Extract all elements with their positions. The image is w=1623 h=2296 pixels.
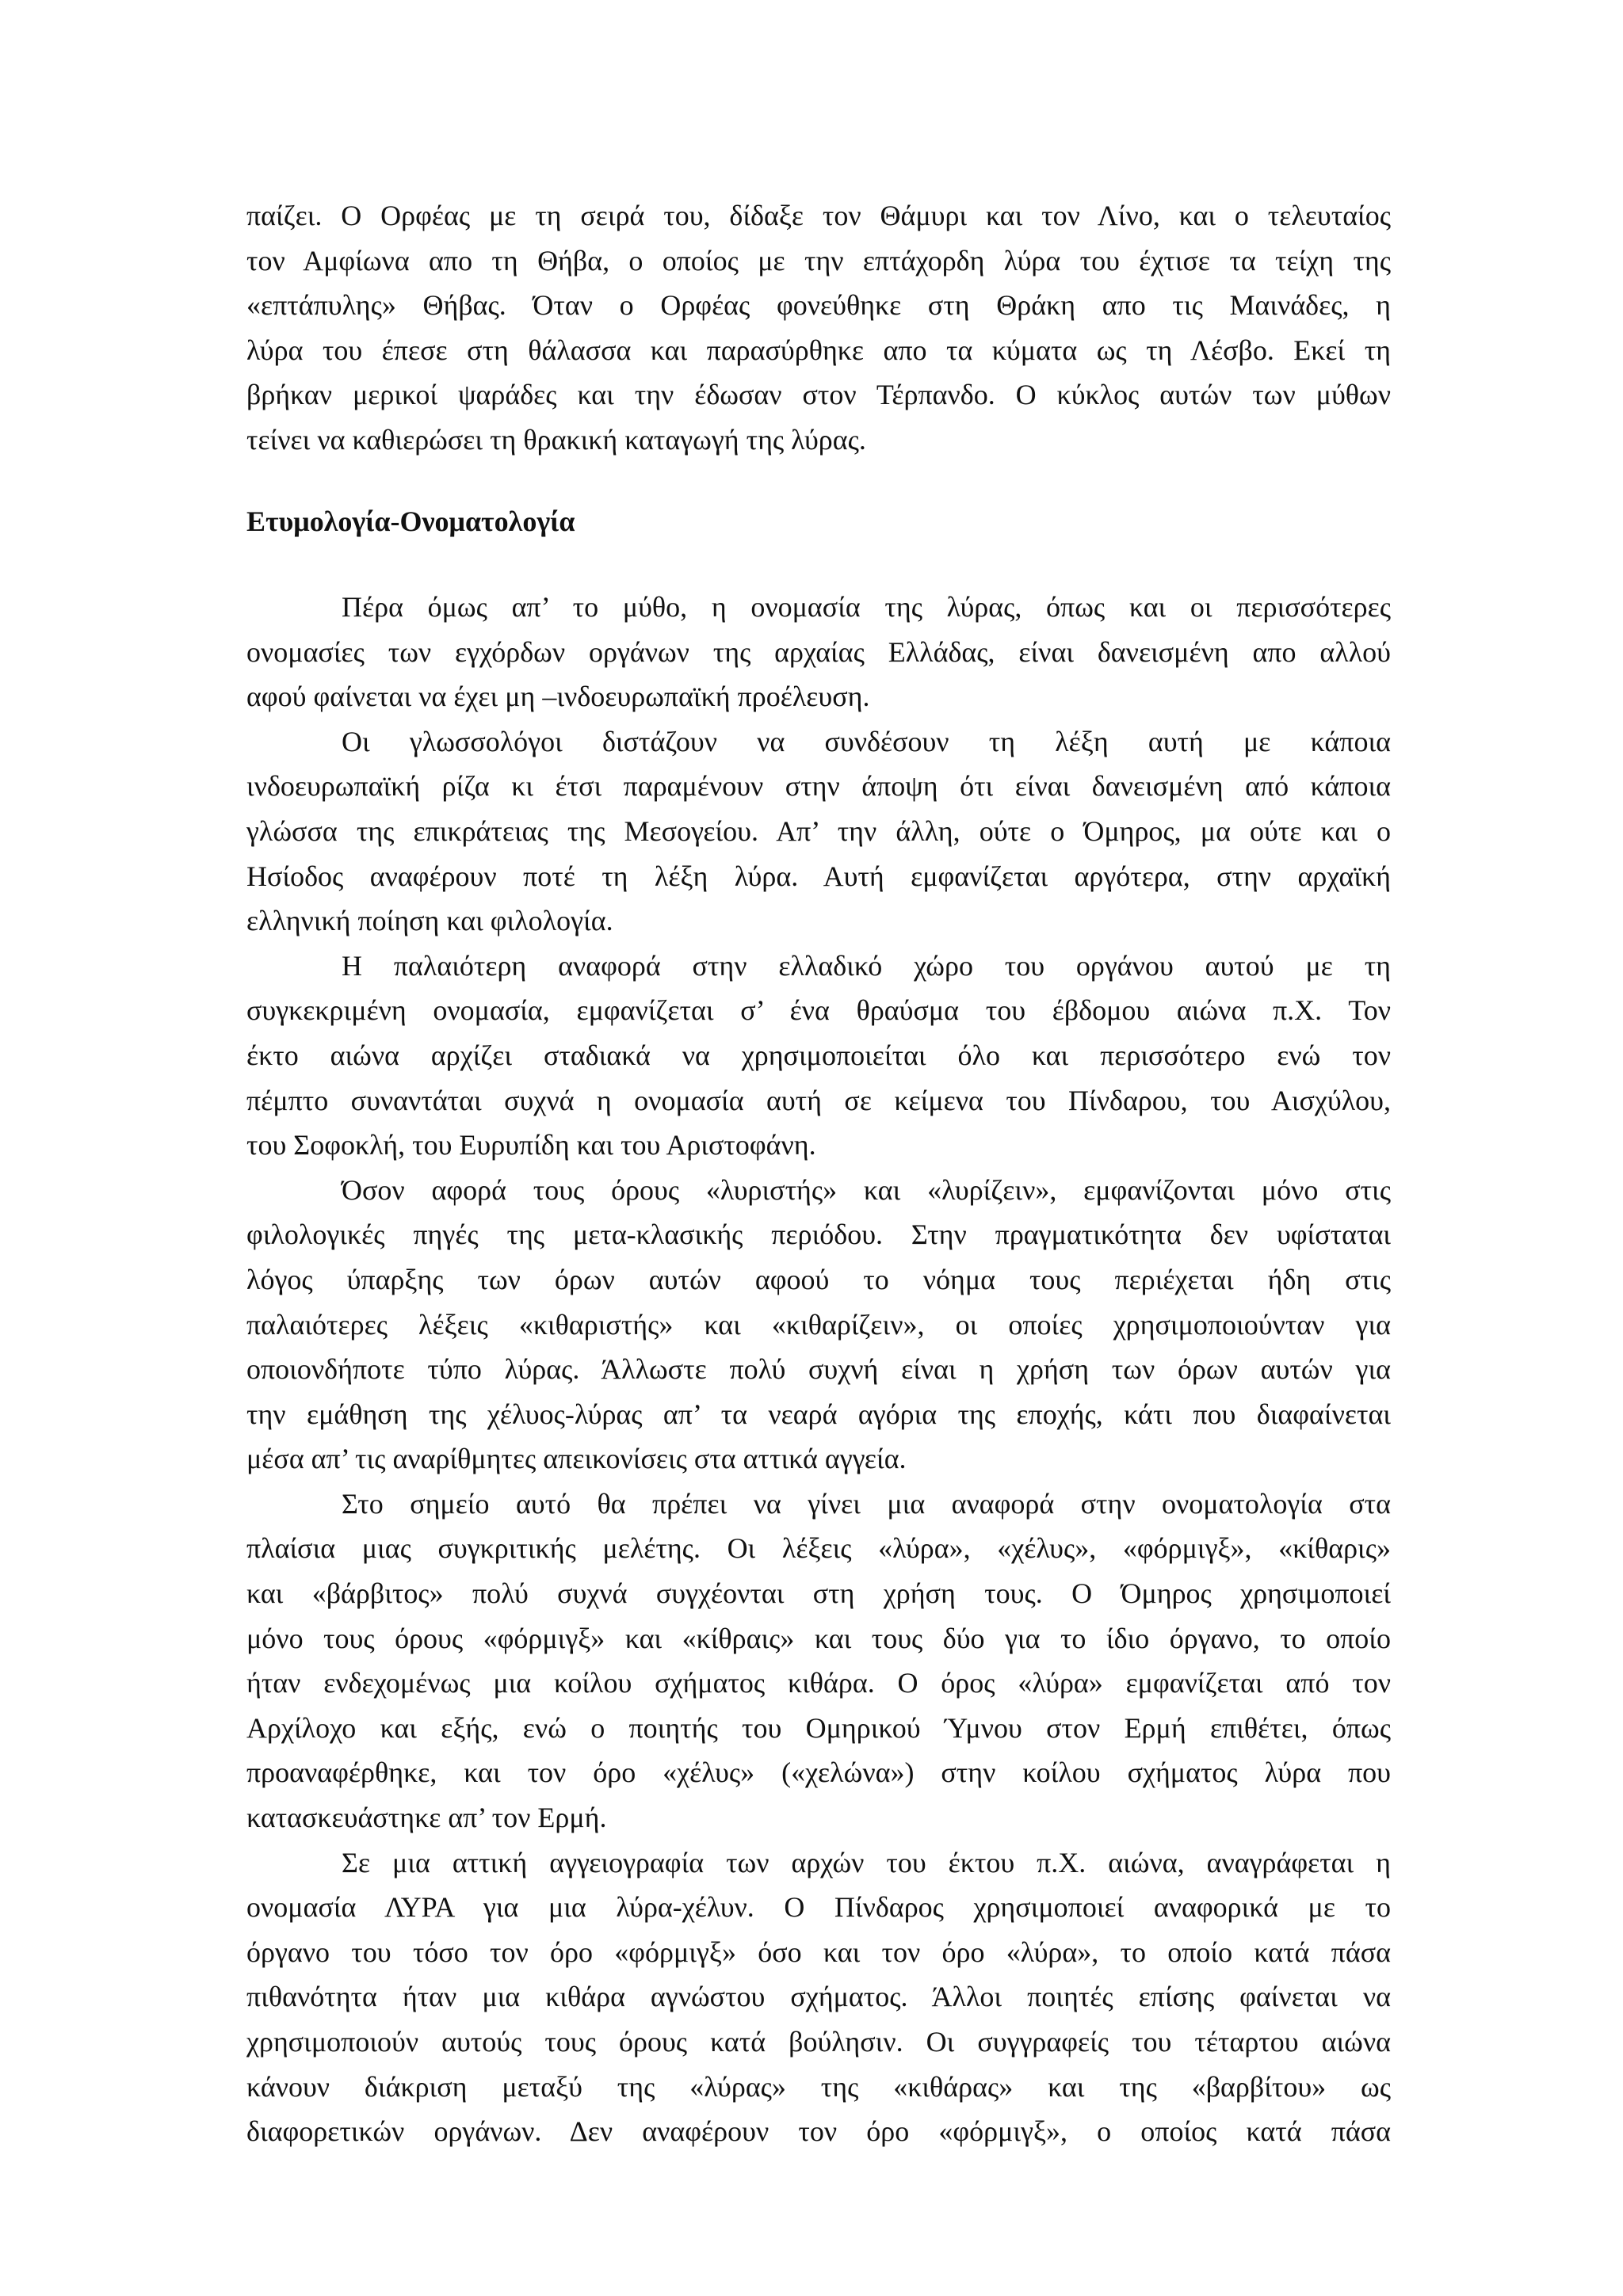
- text-line: Στο σημείο αυτό θα πρέπει να γίνει μια αναφορά στην ονοματολογία στα: [342, 1487, 1391, 1520]
- text-line: λόγος ύπαρξης των όρων αυτών αφοού το νόημα τους περιέχεται ήδη στις: [246, 1263, 1391, 1295]
- text-line: αφού φαίνεται να έχει μη –ινδοευρωπαϊκή προέλευση.: [246, 681, 870, 713]
- text-line: τείνει να καθιερώσει τη θρακική καταγωγή της λύρας.: [246, 423, 866, 456]
- text-line: «επτάπυλης» Θήβας. Όταν ο Ορφέας φονεύθηκε στη Θράκη απο τις Μαινάδες, η: [246, 289, 1391, 322]
- text-line: πέμπτο συναντάται συχνά η ονομασία αυτή σε κείμενα του Πίνδαρου, του Αισχύλου,: [246, 1084, 1391, 1116]
- text-line: ονομασίες των εγχόρδων οργάνων της αρχαίας Ελλάδας, είναι δανεισμένη απο αλλού: [246, 635, 1391, 668]
- text-line: διαφορετικών οργάνων. Δεν αναφέρουν τον όρο «φόρμιγξ», ο οποίος κατά πάσα: [246, 2115, 1391, 2148]
- text-line: παλαιότερες λέξεις «κιθαριστής» και «κιθαρίζειν», οι οποίες χρησιμοποιούνταν για: [246, 1308, 1391, 1341]
- text-line: πιθανότητα ήταν μια κιθάρα αγνώστου σχήματος. Άλλοι ποιητές επίσης φαίνεται να: [246, 1981, 1391, 2013]
- text-line: χρησιμοποιούν αυτούς τους όρους κατά βούλησιν. Οι συγγραφείς του τέταρτου αιώνα: [246, 2026, 1391, 2058]
- text-line: όργανο του τόσο τον όρο «φόρμιγξ» όσο και τον όρο «λύρα», το οποίο κατά πάσα: [246, 1936, 1391, 1968]
- text-line: την εμάθηση της χέλυος-λύρας απ’ τα νεαρά αγόρια της εποχής, κάτι που διαφαίνεται: [246, 1398, 1391, 1430]
- text-line: λύρα του έπεσε στη θάλασσα και παρασύρθηκε απο τα κύματα ως τη Λέσβο. Εκεί τη: [246, 334, 1391, 366]
- text-line: κάνουν διάκριση μεταξύ της «λύρας» της «κιθάρας» και της «βαρβίτου» ως: [246, 2070, 1391, 2103]
- text-line: πλαίσια μιας συγκριτικής μελέτης. Οι λέξεις «λύρα», «χέλυς», «φόρμιγξ», «κίθαρις»: [246, 1532, 1391, 1565]
- text-line: Σε μια αττική αγγειογραφία των αρχών του έκτου π.Χ. αιώνα, αναγράφεται η: [342, 1846, 1391, 1878]
- text-line: γλώσσα της επικράτειας της Μεσογείου. Απ’ την άλλη, ούτε ο Όμηρος, μα ούτε και ο: [246, 814, 1391, 847]
- text-line: ελληνική ποίηση και φιλολογία.: [246, 905, 613, 937]
- section-heading: Ετυμολογία-Ονοματολογία: [246, 505, 575, 537]
- text-line: Η παλαιότερη αναφορά στην ελλαδικό χώρο του οργάνου αυτού με τη: [342, 949, 1391, 982]
- text-line: Ησίοδος αναφέρουν ποτέ τη λέξη λύρα. Αυτή εμφανίζεται αργότερα, στην αρχαϊκή: [246, 860, 1391, 892]
- text-line: βρήκαν μερικοί ψαράδες και την έδωσαν στον Τέρπανδο. Ο κύκλος αυτών των μύθων: [246, 379, 1391, 411]
- text-line: Αρχίλοχο και εξής, ενώ ο ποιητής του Ομηρικού Ύμνου στον Ερμή επιθέτει, όπως: [246, 1711, 1391, 1744]
- text-line: και «βάρβιτος» πολύ συχνά συγχέονται στη χρήση τους. Ο Όμηρος χρησιμοποιεί: [246, 1577, 1391, 1610]
- text-line: ονομασία ΛΥΡΑ για μια λύρα-χέλυν. Ο Πίνδαρος χρησιμοποιεί αναφορικά με το: [246, 1891, 1391, 1924]
- text-line: ήταν ενδεχομένως μια κοίλου σχήματος κιθάρα. Ο όρος «λύρα» εμφανίζεται από τον: [246, 1667, 1391, 1699]
- text-line: ινδοευρωπαϊκή ρίζα κι έτσι παραμένουν στην άποψη ότι είναι δανεισμένη από κάποια: [246, 770, 1391, 803]
- text-line: παίζει. Ο Ορφέας με τη σειρά του, δίδαξε τον Θάμυρι και τον Λίνο, και ο τελευταίος: [246, 200, 1391, 231]
- text-line: μόνο τους όρους «φόρμιγξ» και «κίθραις» και τους δύο για το ίδιο όργανο, το οποίο: [246, 1622, 1391, 1654]
- text-line: μέσα απ’ τις αναρίθμητες απεικονίσεις στα αττικά αγγεία.: [246, 1443, 907, 1475]
- intro-paragraph: [246, 193, 1391, 463]
- text-line: Πέρα όμως απ’ το μύθο, η ονομασία της λύρας, όπως και οι περισσότερες: [342, 591, 1391, 623]
- text-line: συγκεκριμένη ονομασία, εμφανίζεται σ’ ένα θραύσμα του έβδομου αιώνα π.Χ. Τον: [246, 994, 1391, 1027]
- text-line: τον Αμφίωνα απο τη Θήβα, ο οποίος με την επτάχορδη λύρα του έχτισε τα τείχη της: [246, 244, 1391, 277]
- text-line: φιλολογικές πηγές της μετα-κλασικής περιόδου. Στην πραγματικότητα δεν υφίσταται: [246, 1219, 1391, 1251]
- text-line: προαναφέρθηκε, και τον όρο «χέλυς» («χελώνα») στην κοίλου σχήματος λύρα που: [246, 1756, 1391, 1789]
- text-line: κατασκευάστηκε απ’ τον Ερμή.: [246, 1802, 607, 1834]
- text-line: του Σοφοκλή, του Ευρυπίδη και του Αριστοφάνη.: [246, 1129, 816, 1161]
- text-line: οποιονδήποτε τύπο λύρας. Άλλωστε πολύ συχνή είναι η χρήση των όρων αυτών για: [246, 1353, 1391, 1386]
- body-text: [246, 585, 1391, 2154]
- text-line: έκτο αιώνα αρχίζει σταδιακά να χρησιμοποιείται όλο και περισσότερο ενώ τον: [246, 1039, 1391, 1071]
- text-line: Οι γλωσσολόγοι διστάζουν να συνδέσουν τη λέξη αυτή με κάποια: [342, 725, 1391, 757]
- text-line: Όσον αφορά τους όρους «λυριστής» και «λυρίζειν», εμφανίζονται μόνο στις: [342, 1173, 1391, 1206]
